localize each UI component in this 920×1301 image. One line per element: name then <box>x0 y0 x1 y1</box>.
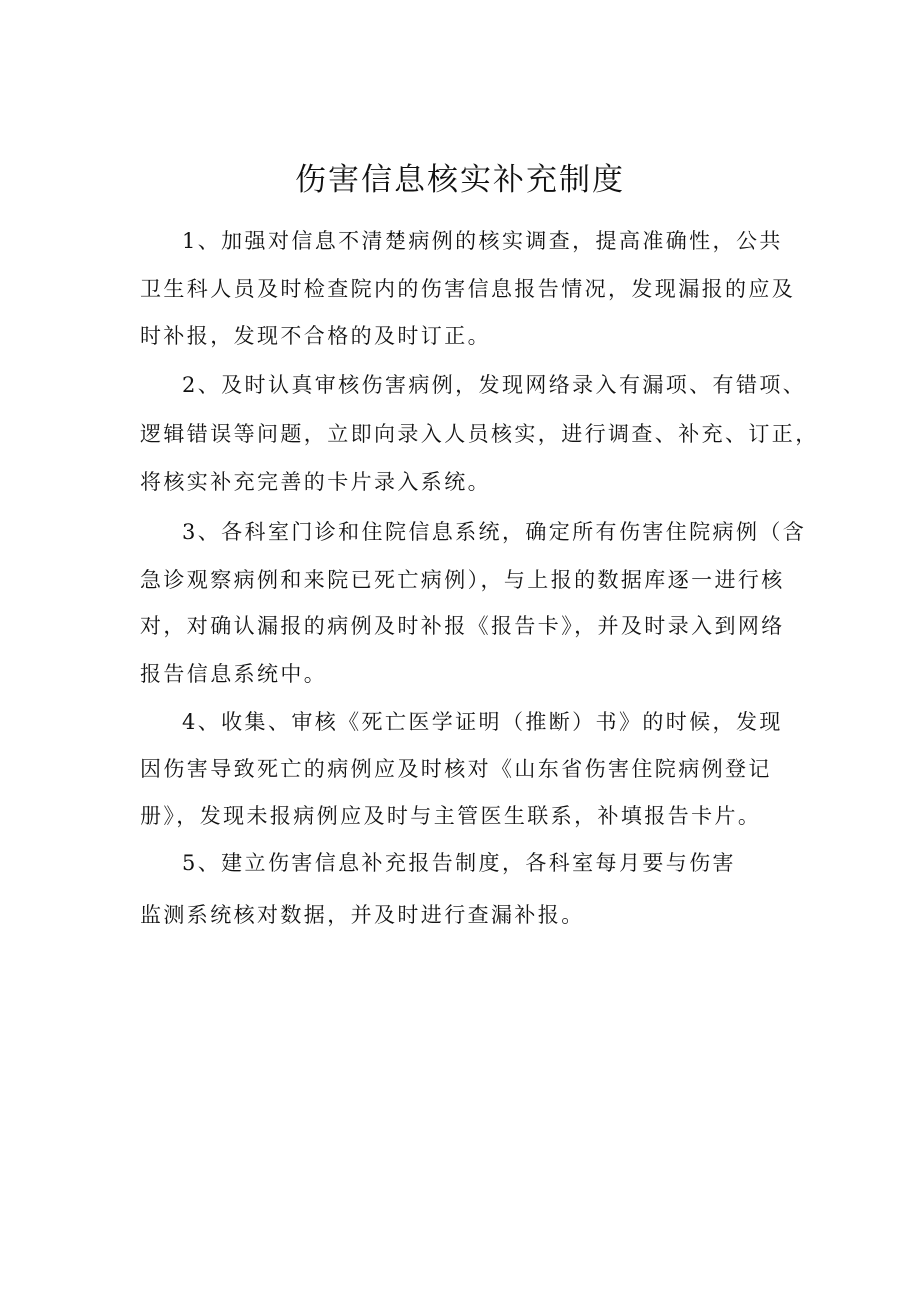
paragraph-3-line-4: 报告信息系统中。 <box>140 662 328 686</box>
paragraph-4-line-2: 因伤害导致死亡的病例应及时核对《山东省伤害住院病例登记 <box>140 757 772 781</box>
paragraph-5-line-1: 5、建立伤害信息补充报告制度，各科室每月要与伤害 <box>182 851 736 875</box>
paragraph-1-line-1: 1、加强对信息不清楚病例的核实调查，提高准确性，公共 <box>182 229 783 253</box>
paragraph-3-line-2: 急诊观察病例和来院已死亡病例），与上报的数据库逐一进行核 <box>140 568 785 592</box>
paragraph-2-line-3: 将核实补充完善的卡片录入系统。 <box>140 470 491 494</box>
paragraph-5-line-2: 监测系统核对数据，并及时进行查漏补报。 <box>140 903 585 927</box>
paragraph-4-line-1: 4、收集、审核《死亡医学证明（推断）书》的时候，发现 <box>182 710 783 734</box>
paragraph-1-line-3: 时补报，发现不合格的及时订正。 <box>140 324 491 348</box>
document-title: 伤害信息核实补充制度 <box>295 162 625 198</box>
paragraph-4-line-3: 册》，发现未报病例应及时与主管医生联系，补填报告卡片。 <box>140 804 762 828</box>
paragraph-1-line-2: 卫生科人员及时检查院内的伤害信息报告情况，发现漏报的应及 <box>140 277 796 301</box>
paragraph-2-line-1: 2、及时认真审核伤害病例，发现网络录入有漏项、有错项、 <box>182 373 807 397</box>
paragraph-3-line-1: 3、各科室门诊和住院信息系统，确定所有伤害住院病例（含 <box>182 520 807 544</box>
paragraph-3-line-3: 对，对确认漏报的病例及时补报《报告卡》，并及时录入到网络 <box>140 614 785 638</box>
paragraph-2-line-2: 逻辑错误等问题，立即向录入人员核实，进行调查、补充、订正， <box>140 422 819 446</box>
